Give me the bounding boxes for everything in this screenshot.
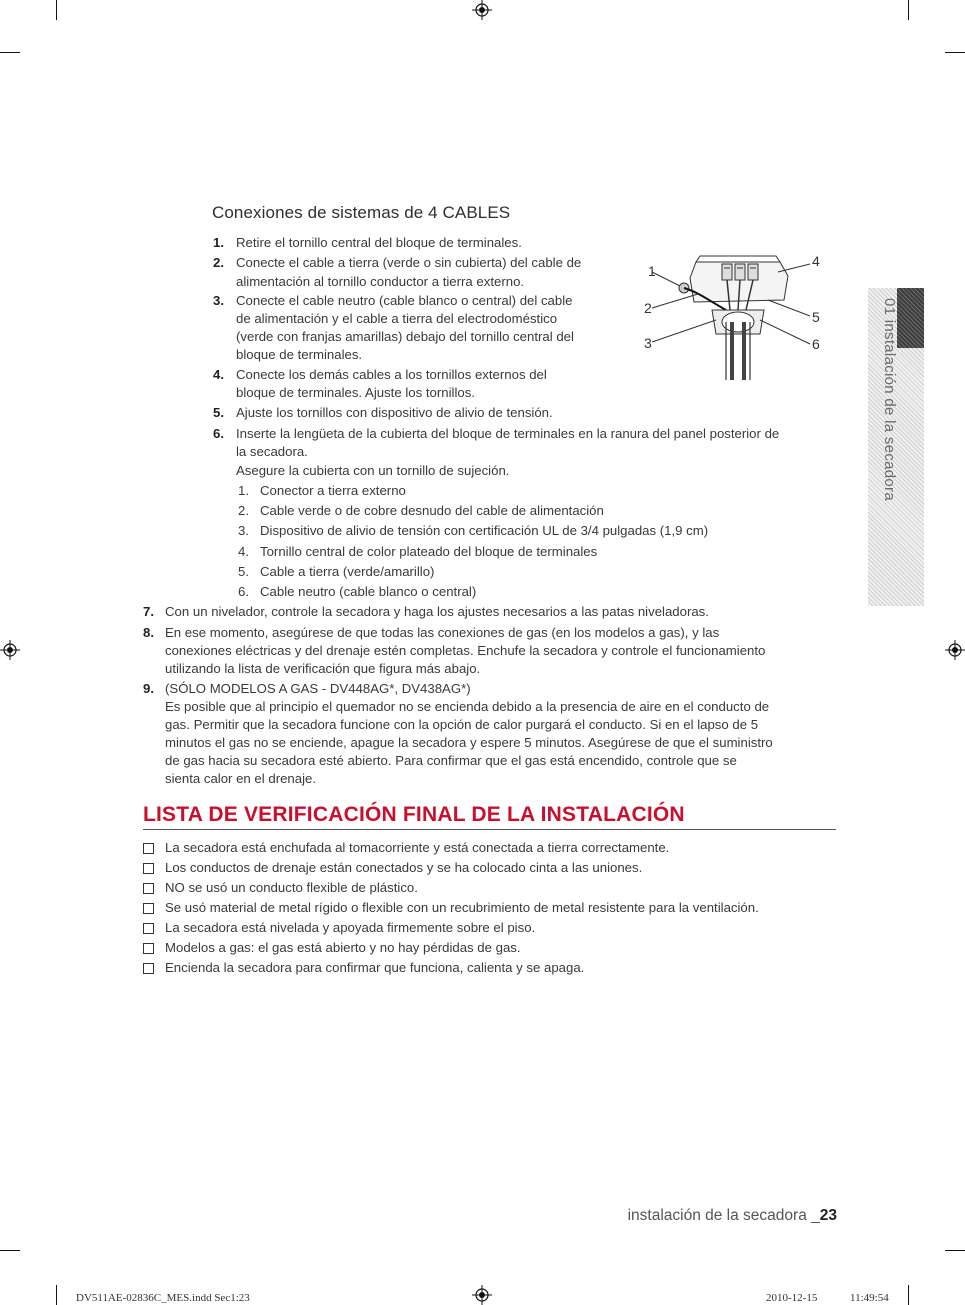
legend-number: 4.: [238, 544, 249, 559]
diagram-callout: 2: [644, 300, 652, 316]
crop-mark: [908, 0, 909, 20]
step-number: 2.: [213, 255, 224, 270]
step-number: 4.: [213, 367, 224, 382]
crop-mark: [56, 0, 57, 20]
registration-mark-icon: [945, 640, 965, 660]
section-title: Conexiones de sistemas de 4 CABLES: [212, 203, 511, 222]
legend-text: Conector a tierra externo: [260, 483, 406, 498]
footer-section: instalación de la secadora _: [627, 1207, 820, 1224]
step-text: conexiones eléctricas y del drenaje estén completas. Enchufe la secadora y controle el funcionamiento: [165, 643, 766, 658]
checklist-item: La secadora está nivelada y apoyada firmemente sobre el piso.: [165, 920, 536, 935]
checklist-item: Se usó material de metal rígido o flexible con un recubrimiento de metal resistente para la ventilación.: [165, 900, 759, 915]
step-text: Ajuste los tornillos con dispositivo de alivio de tensión.: [236, 405, 553, 420]
checklist-title: LISTA DE VERIFICACIÓN FINAL DE LA INSTALACIÓN: [143, 803, 685, 826]
crop-mark: [56, 1285, 57, 1305]
step-text: minutos el gas no se enciende, apague la secadora y espere 5 minutos. Asegúrese de que el suministro: [165, 735, 773, 750]
step-text: (SÓLO MODELOS A GAS - DV448AG*, DV438AG*): [165, 681, 471, 696]
side-tab-marker: [897, 288, 924, 348]
diagram-callout: 3: [644, 335, 652, 351]
heading-rule: [143, 829, 836, 830]
checkbox-icon: [143, 883, 154, 894]
slug-date: 2010-12-15: [766, 1292, 818, 1304]
step-text: la secadora.: [236, 444, 308, 459]
step-number: 9.: [143, 681, 154, 696]
step-number: 6.: [213, 426, 224, 441]
registration-mark-icon: [0, 640, 20, 660]
legend-text: Cable verde o de cobre desnudo del cable de alimentación: [260, 503, 604, 518]
legend-text: Tornillo central de color plateado del bloque de terminales: [260, 544, 598, 559]
step-text: sienta calor en el drenaje.: [165, 771, 317, 786]
step-text: utilizando la lista de verificación que figura más abajo.: [165, 661, 481, 676]
diagram-callout: 5: [812, 309, 820, 325]
step-text: Asegure la cubierta con un tornillo de sujeción.: [236, 463, 510, 478]
checklist-item: Los conductos de drenaje están conectados y se ha colocado cinta a las uniones.: [165, 860, 643, 875]
step-text: En ese momento, asegúrese de que todas las conexiones de gas (en los modelos a gas), y las: [165, 625, 720, 640]
slug-time: 11:49:54: [850, 1292, 889, 1304]
step-text: Conecte los demás cables a los tornillos externos del: [236, 367, 547, 382]
step-text: Conecte el cable neutro (cable blanco o central) del cable: [236, 293, 573, 308]
crop-mark: [0, 52, 20, 53]
legend-number: 5.: [238, 564, 249, 579]
registration-mark-icon: [472, 0, 492, 20]
checkbox-icon: [143, 843, 154, 854]
legend-number: 1.: [238, 483, 249, 498]
step-number: 3.: [213, 293, 224, 308]
page-number: 23: [819, 1207, 837, 1224]
legend-number: 3.: [238, 523, 249, 538]
legend-text: Cable a tierra (verde/amarillo): [260, 564, 435, 579]
registration-mark-icon: [472, 1285, 492, 1305]
step-text: de gas hacia su secadora esté abierto. Para confirmar que el gas está encendido, controle que se: [165, 753, 737, 768]
step-text: de alimentación y el cable a tierra del electrodoméstico: [236, 311, 558, 326]
slug-file: DV511AE-02836C_MES.indd Sec1:23: [76, 1292, 250, 1304]
legend-text: Dispositivo de alivio de tensión con certificación UL de 3/4 pulgadas (1,9 cm): [260, 523, 709, 538]
diagram-callout: 6: [812, 336, 820, 352]
step-text: bloque de terminales. Ajuste los tornillos.: [236, 385, 475, 400]
step-number: 7.: [143, 604, 154, 619]
step-text: gas. Permitir que la secadora funcione con la opción de calor purgará el conducto. Si en el lapso de 5: [165, 717, 759, 732]
step-text: Conecte el cable a tierra (verde o sin cubierta) del cable de: [236, 255, 582, 270]
checklist-item: NO se usó un conducto flexible de plástico.: [165, 880, 418, 895]
crop-mark: [945, 52, 965, 53]
step-text: alimentación al tornillo conductor a tierra externo.: [236, 274, 525, 289]
step-text: Inserte la lengüeta de la cubierta del bloque de terminales en la ranura del panel posterior de: [236, 426, 780, 441]
checklist-item: Modelos a gas: el gas está abierto y no hay pérdidas de gas.: [165, 940, 521, 955]
step-text: Retire el tornillo central del bloque de terminales.: [236, 235, 522, 250]
checklist-item: La secadora está enchufada al tomacorriente y está conectada a tierra correctamente.: [165, 840, 670, 855]
terminal-block-diagram: [638, 250, 833, 390]
step-text: bloque de terminales.: [236, 347, 363, 362]
legend-number: 6.: [238, 584, 249, 599]
legend-number: 2.: [238, 503, 249, 518]
diagram-callout: 1: [648, 263, 656, 279]
page-footer: [628, 1207, 837, 1225]
step-text: Es posible que al principio el quemador no se encienda debido a la presencia de aire en el conducto de: [165, 699, 770, 714]
step-text: Con un nivelador, controle la secadora y haga los ajustes necesarios a las patas niveladoras.: [165, 604, 709, 619]
checkbox-icon: [143, 923, 154, 934]
diagram-callout: 4: [812, 253, 820, 269]
crop-mark: [945, 1250, 965, 1251]
crop-mark: [0, 1250, 20, 1251]
step-number: 5.: [213, 405, 224, 420]
checkbox-icon: [143, 943, 154, 954]
step-text: (verde con franjas amarillas) debajo del tornillo central del: [236, 329, 574, 344]
checkbox-icon: [143, 903, 154, 914]
crop-mark: [908, 1285, 909, 1305]
legend-text: Cable neutro (cable blanco o central): [260, 584, 477, 599]
checkbox-icon: [143, 963, 154, 974]
side-tab-label: 01 instalación de la secadora: [881, 298, 898, 501]
step-number: 8.: [143, 625, 154, 640]
step-number: 1.: [213, 235, 224, 250]
checkbox-icon: [143, 863, 154, 874]
checklist-item: Encienda la secadora para confirmar que funciona, calienta y se apaga.: [165, 960, 585, 975]
